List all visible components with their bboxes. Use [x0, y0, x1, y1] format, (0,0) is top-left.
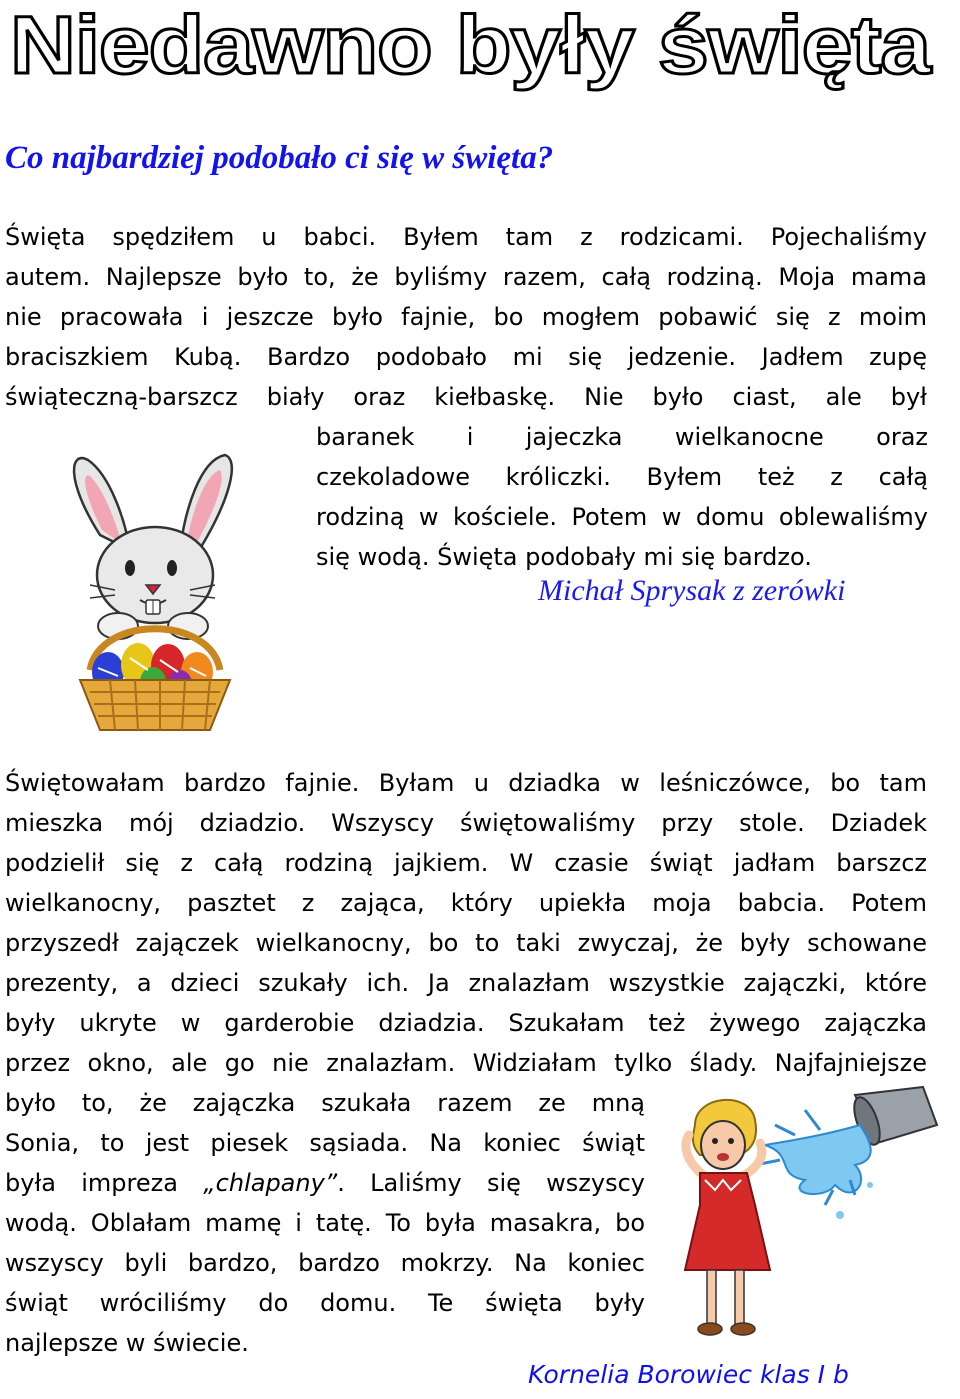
text-line: wodą. Oblałam mamę i tatę. To była masakra, bo [5, 1209, 645, 1237]
text-line: wielkanocny, pasztet z zająca, który upiekła moja babcia. Potem [5, 889, 927, 917]
text-line: baranek i jajeczka wielkanocne oraz [316, 423, 928, 451]
story-2-full-width [5, 763, 927, 1083]
girl-splashed-with-water-icon [655, 1085, 955, 1345]
text-fragment: była impreza [5, 1169, 204, 1197]
signature-michal: Michał Sprysak z zerówki [538, 574, 846, 607]
text-line: świąt wróciliśmy do domu. Te święta były [5, 1289, 645, 1317]
page-title-text: Niedawno były święta [10, 0, 933, 91]
text-line: Świętowałam bardzo fajnie. Byłam u dziadka w leśniczówce, bo tam [5, 769, 927, 797]
text-line: najlepsze w świecie. [5, 1329, 249, 1357]
text-line: braciszkiem Kubą. Bardzo podobało mi się jedzenie. Jadłem zupę [5, 343, 927, 371]
story-1-full-width [5, 217, 927, 417]
text-line: Sonia, to jest piesek sąsiada. Na koniec świąt [5, 1129, 645, 1157]
text-line: czekoladowe króliczki. Byłem też z całą [316, 463, 928, 491]
page-title [0, 0, 960, 100]
text-line: rodziną w kościele. Potem w domu oblewaliśmy [316, 503, 928, 531]
easter-bunny-basket-icon [60, 440, 260, 740]
text-line: mieszka mój dziadzio. Wszyscy świętowaliśmy przy stole. Dziadek [5, 809, 927, 837]
text-line: się wodą. Święta podobały mi się bardzo. [316, 543, 812, 571]
question-heading: Co najbardziej podobało ci się w święta? [5, 140, 554, 176]
text-line: Święta spędziłem u babci. Byłem tam z rodzicami. Pojechaliśmy [5, 223, 927, 251]
text-line: świąteczną-barszcz biały oraz kiełbaskę. Nie było ciast, ale był [5, 383, 927, 411]
text-line: wszyscy byli bardzo, bardzo mokrzy. Na koniec [5, 1249, 645, 1277]
text-line: przez okno, ale go nie znalazłam. Widziałam tylko ślady. Najfajniejsze [5, 1049, 927, 1077]
text-line: prezenty, a dzieci szukały ich. Ja znalazłam wszystkie zajączki, które [5, 969, 927, 997]
text-line: autem. Najlepsze było to, że byliśmy razem, całą rodziną. Moja mama [5, 263, 927, 291]
text-line: przyszedł zajączek wielkanocny, bo to taki zwyczaj, że były schowane [5, 929, 927, 957]
chlapany-italic: „chlapany” [203, 1169, 338, 1197]
story-2-narrow [5, 1083, 645, 1363]
text-line: było to, że zajączka szukała razem ze mną [5, 1089, 645, 1117]
text-line: podzielił się z całą rodziną jajkiem. W czasie świąt jadłam barszcz [5, 849, 927, 877]
story-1-narrow [316, 417, 928, 577]
text-fragment: . Laliśmy się wszyscy [337, 1169, 645, 1197]
text-line-chlapany [5, 1163, 645, 1203]
text-line: nie pracowała i jeszcze było fajnie, bo mogłem pobawić się z moim [5, 303, 927, 331]
signature-kornelia: Kornelia Borowiec klas I b [528, 1360, 849, 1389]
text-line: były ukryte w garderobie dziadzia. Szukałam też żywego zajączka [5, 1009, 927, 1037]
